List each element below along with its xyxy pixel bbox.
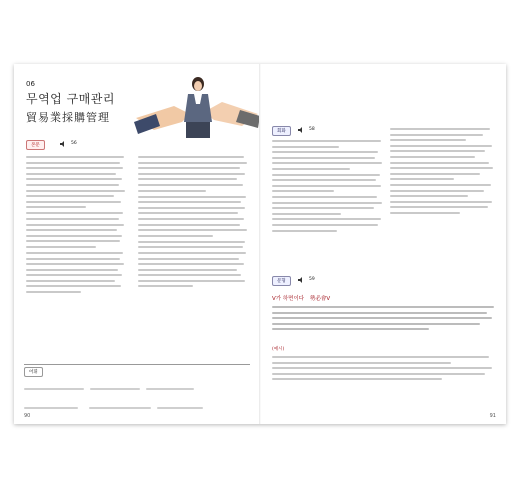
example-label: (예시)	[272, 347, 285, 352]
business-handshake-illustration	[134, 70, 260, 148]
chinese-body-text	[138, 156, 248, 356]
pattern-title	[272, 294, 330, 302]
pattern-title-chinese: 勢必會V	[309, 296, 331, 302]
audio-speaker-icon[interactable]	[298, 127, 306, 133]
page-number-right: 91	[489, 413, 496, 419]
dialogue-chinese	[390, 128, 496, 288]
right-page	[260, 64, 506, 424]
dialogue-tag: 회화	[272, 126, 291, 136]
track-number: 56	[71, 141, 77, 146]
book-spread	[14, 64, 506, 424]
vocabulary-box	[24, 364, 250, 399]
audio-speaker-icon[interactable]	[60, 141, 68, 147]
vocab-list	[24, 379, 250, 424]
left-page	[14, 64, 260, 424]
vocab-label: 어휘	[24, 367, 43, 377]
example-sentences	[272, 356, 496, 408]
dialogue-korean	[272, 140, 384, 290]
chapter-title-korean: 무역업 구매관리	[26, 92, 115, 106]
pattern-explanation	[272, 306, 496, 346]
korean-body-text	[26, 156, 126, 356]
pattern-tag: 문형	[272, 276, 291, 286]
chapter-title-chinese: 貿易業採購管理	[26, 111, 110, 124]
body-text-tag: 본문	[26, 140, 45, 150]
dialogue-track-number: 58	[309, 127, 315, 132]
pattern-title-korean: V가 하면이다	[272, 296, 305, 302]
page-number-left: 90	[24, 413, 31, 419]
pattern-track-number: 59	[309, 277, 315, 282]
audio-speaker-icon[interactable]	[298, 277, 306, 283]
chapter-number: 06	[26, 80, 35, 88]
